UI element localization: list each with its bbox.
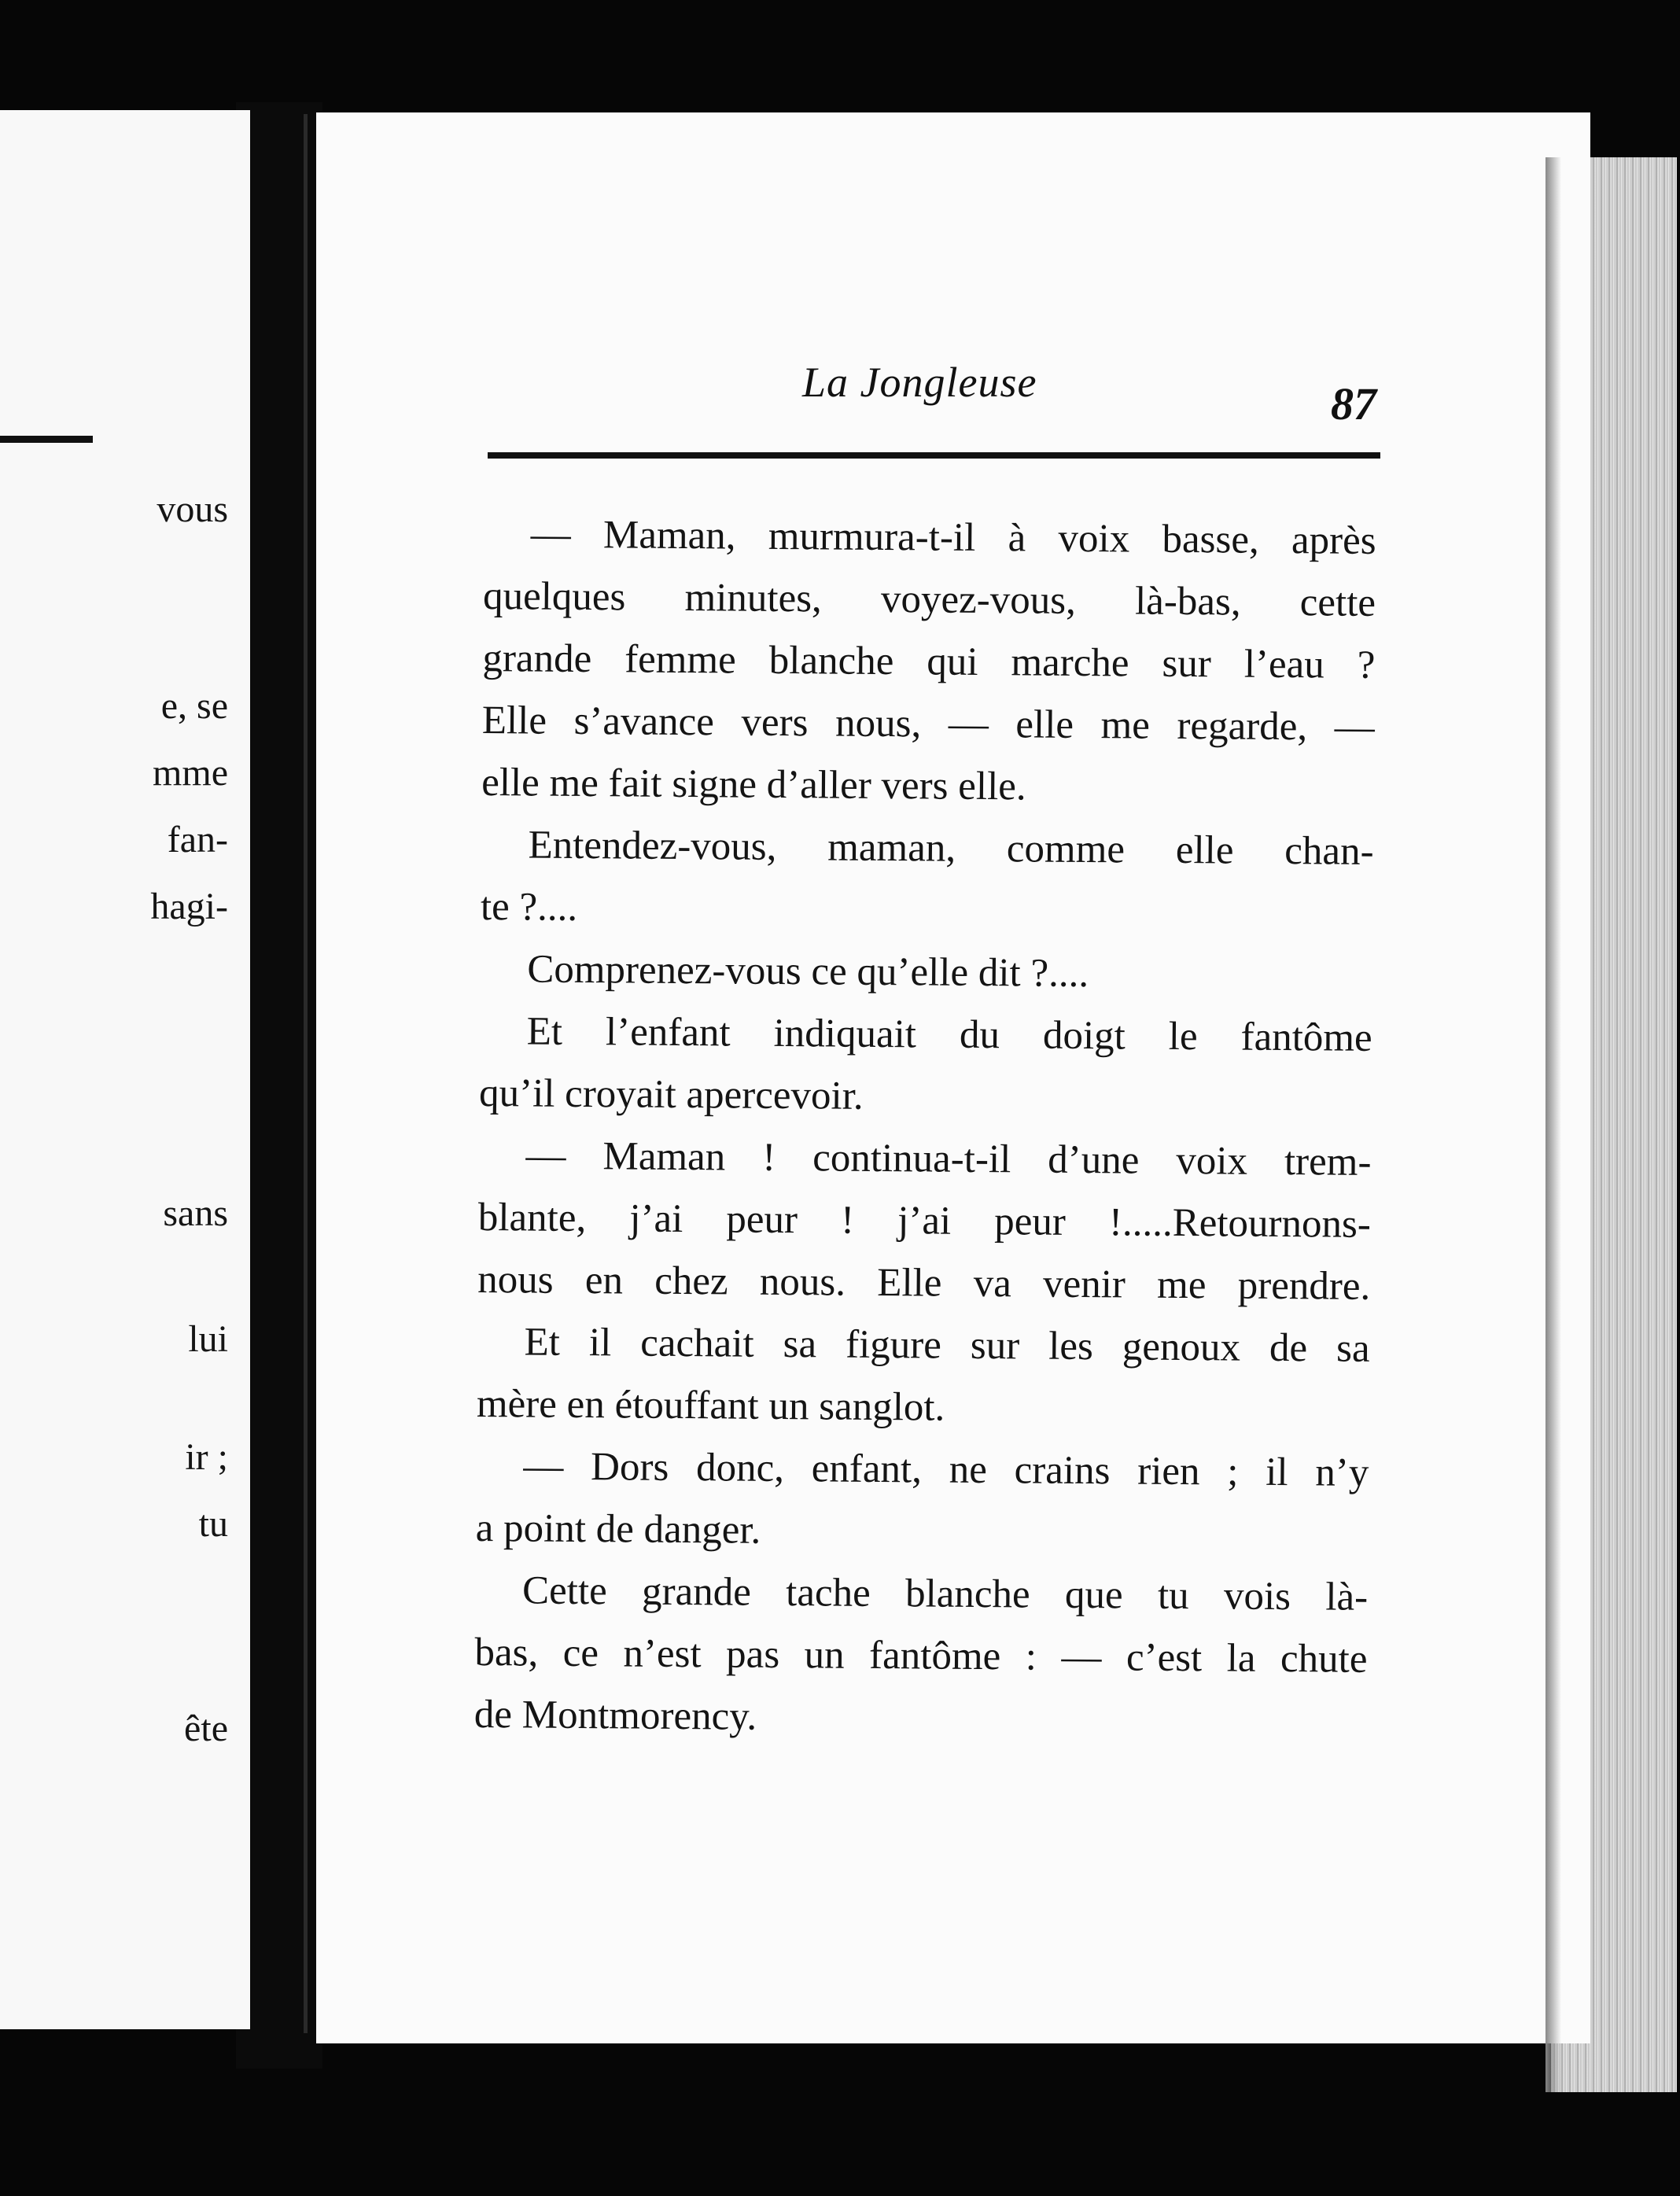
page-number: 87: [1331, 378, 1376, 429]
left-fragment: fan-: [167, 819, 228, 860]
left-fragment: ir ;: [185, 1436, 228, 1478]
text-line: — Dors donc, enfant, ne crains rien ; il n’y: [523, 1444, 1369, 1495]
text-line: Elle s’avance vers nous, — elle me regarde, —: [481, 698, 1376, 750]
left-fragment: hagi-: [150, 886, 228, 927]
text-line: nous en chez nous. Elle va venir me prendre.: [477, 1257, 1371, 1309]
left-page-rule: [0, 436, 93, 443]
left-fragment: mme: [153, 752, 228, 794]
gutter-line: [304, 114, 308, 2033]
text-line: Et l’enfant indiquait du doigt le fantôme: [526, 1009, 1372, 1060]
text-line: bas, ce n’est pas un fantôme : — c’est la chute: [474, 1630, 1368, 1682]
text-line: quelques minutes, voyez-vous, là-bas, cette: [482, 573, 1376, 625]
left-fragment: ête: [184, 1708, 228, 1749]
text-line: — Maman, murmura-t-il à voix basse, après: [530, 512, 1376, 563]
text-line: Comprenez-vous ce qu’elle dit ?....: [527, 947, 1089, 997]
text-line: Cette grande tache blanche que tu vois là-: [521, 1568, 1369, 1619]
left-fragment: tu: [198, 1503, 228, 1545]
header-rule: [488, 452, 1380, 459]
text-line: grande femme blanche qui marche sur l’eau ?: [482, 636, 1376, 687]
left-fragment: lui: [188, 1318, 228, 1360]
text-line: a point de danger.: [475, 1505, 761, 1553]
running-title: La Jongleuse: [802, 359, 1037, 406]
left-facing-page: [0, 110, 250, 2029]
text-line: de Montmorency.: [473, 1692, 757, 1739]
text-line: mère en étouffant un sanglot.: [476, 1381, 945, 1430]
left-fragment: e, se: [160, 685, 228, 727]
body-text: [474, 503, 1376, 1753]
text-line: Entendez-vous, maman, comme elle chan-: [528, 823, 1374, 874]
left-fragment: sans: [163, 1192, 228, 1234]
text-line: blante, j’ai peur ! j’ai peur !.....Retournons-: [477, 1195, 1372, 1247]
text-line: — Maman ! continua-t-il d’une voix trem-: [525, 1133, 1372, 1185]
text-line: elle me fait signe d’aller vers elle.: [481, 760, 1026, 809]
text-line: qu’il croyait apercevoir.: [478, 1070, 864, 1118]
left-fragment: vous: [157, 488, 228, 530]
text-line: Et il cachait sa figure sur les genoux de sa: [524, 1320, 1370, 1371]
text-line: te ?....: [480, 884, 578, 930]
fore-edge-shadow: [1546, 157, 1561, 2092]
